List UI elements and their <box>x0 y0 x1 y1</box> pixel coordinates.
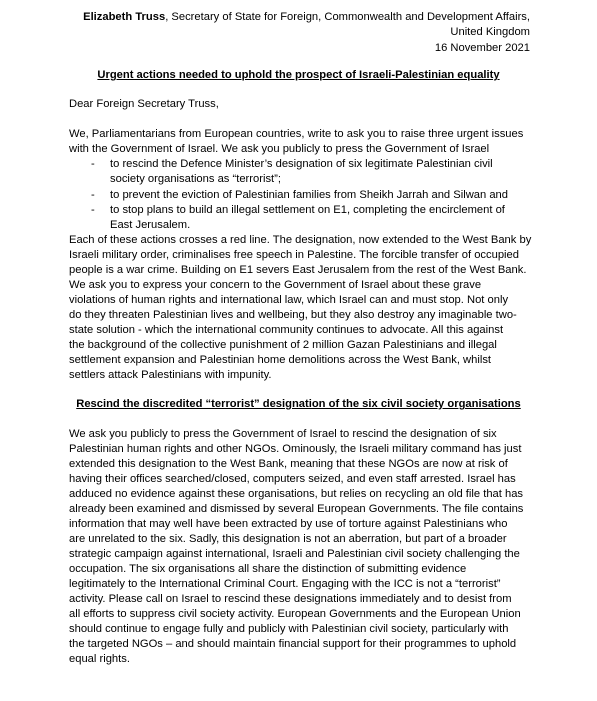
paragraph-line: already been examined and dismissed by several European Governments. The file contains <box>69 503 524 515</box>
paragraph-line: violations of human rights and international law, which Israel can and must stop. Not only <box>69 294 509 306</box>
paragraph-line: equal rights. <box>69 653 130 665</box>
bullet-marker: - <box>91 189 95 201</box>
paragraph-line: do they threaten Palestinian lives and wellbeing, but they also destroy any imaginable two- <box>69 309 517 321</box>
sender-line <box>83 10 530 25</box>
salutation: Dear Foreign Secretary Truss, <box>69 98 219 110</box>
sender-block <box>83 10 530 56</box>
paragraph-line: information that may well have been extracted by use of torture against Palestinians who <box>69 518 508 530</box>
letter-title: Urgent actions needed to uphold the prospect of Israeli-Palestinian equality <box>97 69 500 81</box>
paragraph-line: Palestinian human rights and other NGOs. Ominously, the Israeli military command has just <box>69 443 522 455</box>
bullet-text: East Jerusalem. <box>110 219 191 231</box>
paragraph-line: settlement expansion and Palestinian home demolitions across the West Bank, whilst <box>69 354 492 366</box>
paragraph-line: We ask you publicly to press the Government of Israel to rescind the designation of six <box>69 428 497 440</box>
paragraph-line: all efforts to suppress civil society activity. European Governments and the European Union <box>69 608 521 620</box>
paragraph-line: We ask you to express your concern to the Government of Israel about these grave <box>69 279 482 291</box>
paragraph-line: the background of the collective punishment of 2 million Gazan Palestinians and illegal <box>69 339 497 351</box>
bullet-marker: - <box>91 204 95 216</box>
letter-date: 16 November 2021 <box>434 41 530 54</box>
paragraph-line: activity. Please call on Israel to rescind these designations immediately and to desist from <box>69 593 512 605</box>
paragraph-line: the targeted NGOs – and should maintain financial support for their programmes to uphold <box>69 638 517 650</box>
intro-line: We, Parliamentarians from European countries, write to ask you to raise three urgent issues <box>69 128 524 140</box>
paragraph-line: legitimately to the International Criminal Court. Engaging with the ICC is not a “terrorist” <box>69 578 501 590</box>
paragraph-line: state solution - which the international community continues to advocate. All this against <box>69 324 504 336</box>
paragraph-line: are unrelated to the six. Sadly, this designation is not an aberration, but part of a broader <box>69 533 507 545</box>
paragraph-line: adduced no evidence against these organisations, but relies on recycling an old file that has <box>69 488 524 500</box>
paragraph-line: extended this designation to the West Bank, meaning that these NGOs are now at risk of <box>69 458 508 470</box>
sender-country: United Kingdom <box>450 26 530 39</box>
paragraph-line: Israeli military order, criminalises free speech in Palestine. The forcible transfer of occupied <box>69 249 519 261</box>
bullet-text: society organisations as “terrorist”; <box>110 173 281 185</box>
sender-name: Elizabeth Truss <box>83 11 166 23</box>
intro-line: with the Government of Israel. We ask you publicly to press the Government of Israel <box>69 143 490 155</box>
paragraph-line: should continue to engage fully and publicly with Palestinian civil society, particularly with <box>69 623 509 635</box>
bullet-marker: - <box>91 158 95 170</box>
paragraph-line: strategic campaign against international, Israeli and Palestinian civil society challenging the <box>69 548 520 560</box>
paragraph-line: people is a war crime. Building on E1 severs East Jerusalem from the rest of the West Bank. <box>69 264 527 276</box>
sender-role: , Secretary of State for Foreign, Commonwealth and Development Affairs, <box>165 11 530 23</box>
bullet-text: to stop plans to build an illegal settlement on E1, completing the encirclement of <box>110 204 505 216</box>
bullet-text: to rescind the Defence Minister’s designation of six legitimate Palestinian civil <box>110 158 493 170</box>
paragraph-line: occupation. The six organisations all share the distinction of submitting evidence <box>69 563 467 575</box>
paragraph-line: settlers attack Palestinians with impunity. <box>69 369 272 381</box>
paragraph-line: Each of these actions crosses a red line. The designation, now extended to the West Bank by <box>69 234 532 246</box>
bullet-text: to prevent the eviction of Palestinian families from Sheikh Jarrah and Silwan and <box>110 189 508 201</box>
paragraph-line: having their offices searched/closed, computers seized, and even staff arrested. Israel has <box>69 473 516 485</box>
section-heading: Rescind the discredited “terrorist” designation of the six civil society organisations <box>76 398 521 410</box>
